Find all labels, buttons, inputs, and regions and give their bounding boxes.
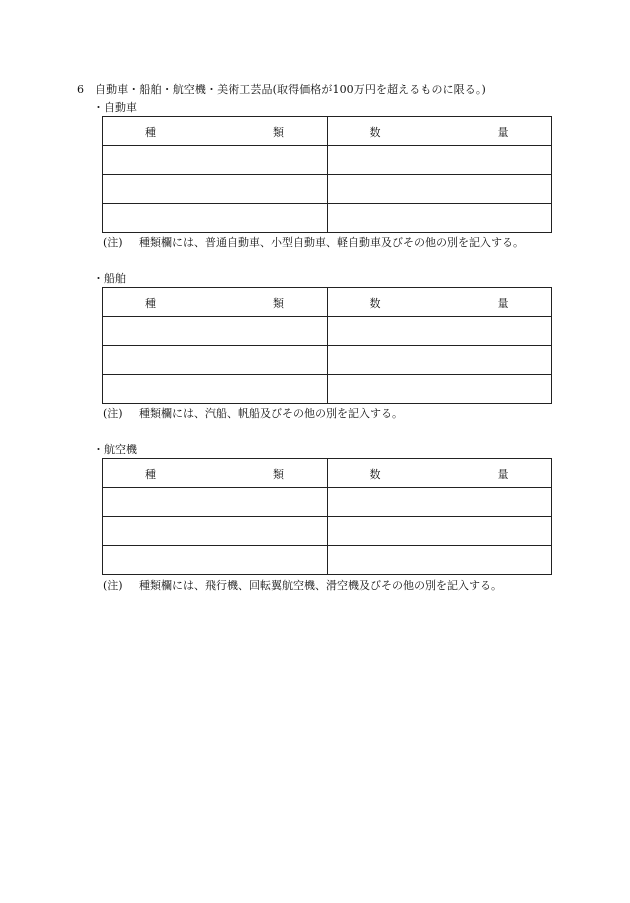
table-row [103, 317, 552, 346]
quantity-cell[interactable] [327, 517, 552, 546]
type-cell[interactable] [103, 146, 328, 175]
column-header-quantity-right: 量 [497, 297, 509, 310]
quantity-cell[interactable] [327, 204, 552, 233]
column-header-type-left: 種 [145, 126, 156, 139]
column-header-quantity-left: 数 [369, 126, 381, 139]
table-row [103, 346, 552, 375]
table-header-row [103, 288, 552, 317]
table-row [103, 546, 552, 575]
table-row [103, 175, 552, 204]
note-tag: (注) [103, 236, 123, 249]
note-text: 種類欄には、普通自動車、小型自動車、軽自動車及びその他の別を記入する。 [139, 236, 524, 249]
note-tag: (注) [103, 579, 123, 592]
section-number: 6 [77, 83, 85, 96]
section-title: 自動車・船舶・航空機・美術工芸品(取得価格が100万円を超えるものに限る。) [95, 83, 486, 96]
column-header-quantity-right: 量 [497, 468, 509, 481]
column-header-type [103, 459, 328, 488]
column-header-quantity-right: 量 [497, 126, 509, 139]
section-label-ship: ・船舶 [93, 272, 126, 285]
table-header-row [103, 117, 552, 146]
type-cell[interactable] [103, 204, 328, 233]
aircraft-table [102, 458, 552, 575]
quantity-cell[interactable] [327, 146, 552, 175]
type-cell[interactable] [103, 375, 328, 404]
quantity-cell[interactable] [327, 317, 552, 346]
table-header-row [103, 459, 552, 488]
table-row [103, 488, 552, 517]
column-header-type-right: 類 [273, 126, 284, 139]
type-cell[interactable] [103, 175, 328, 204]
column-header-type-right: 類 [273, 468, 284, 481]
type-cell[interactable] [103, 517, 328, 546]
quantity-cell[interactable] [327, 175, 552, 204]
column-header-type [103, 117, 328, 146]
table-row [103, 146, 552, 175]
quantity-cell[interactable] [327, 546, 552, 575]
note-aircraft [103, 577, 502, 593]
quantity-cell[interactable] [327, 346, 552, 375]
note-automobile [103, 234, 524, 250]
type-cell[interactable] [103, 546, 328, 575]
automobile-table [102, 116, 552, 233]
column-header-quantity [327, 117, 552, 146]
column-header-quantity [327, 459, 552, 488]
section-label-aircraft: ・航空機 [93, 443, 137, 456]
table-row [103, 375, 552, 404]
note-text: 種類欄には、汽船、帆船及びその他の別を記入する。 [139, 407, 403, 420]
type-cell[interactable] [103, 317, 328, 346]
column-header-type-left: 種 [145, 468, 156, 481]
note-tag: (注) [103, 407, 123, 420]
column-header-quantity-left: 数 [369, 468, 381, 481]
column-header-quantity-left: 数 [369, 297, 381, 310]
ship-table [102, 287, 552, 404]
type-cell[interactable] [103, 488, 328, 517]
note-ship [103, 405, 403, 421]
quantity-cell[interactable] [327, 375, 552, 404]
note-text: 種類欄には、飛行機、回転翼航空機、滑空機及びその他の別を記入する。 [139, 579, 502, 592]
column-header-type-right: 類 [273, 297, 284, 310]
section-heading [77, 81, 486, 97]
column-header-quantity [327, 288, 552, 317]
table-row [103, 517, 552, 546]
section-label-automobile: ・自動車 [93, 101, 137, 114]
table-row [103, 204, 552, 233]
type-cell[interactable] [103, 346, 328, 375]
column-header-type [103, 288, 328, 317]
quantity-cell[interactable] [327, 488, 552, 517]
column-header-type-left: 種 [145, 297, 156, 310]
